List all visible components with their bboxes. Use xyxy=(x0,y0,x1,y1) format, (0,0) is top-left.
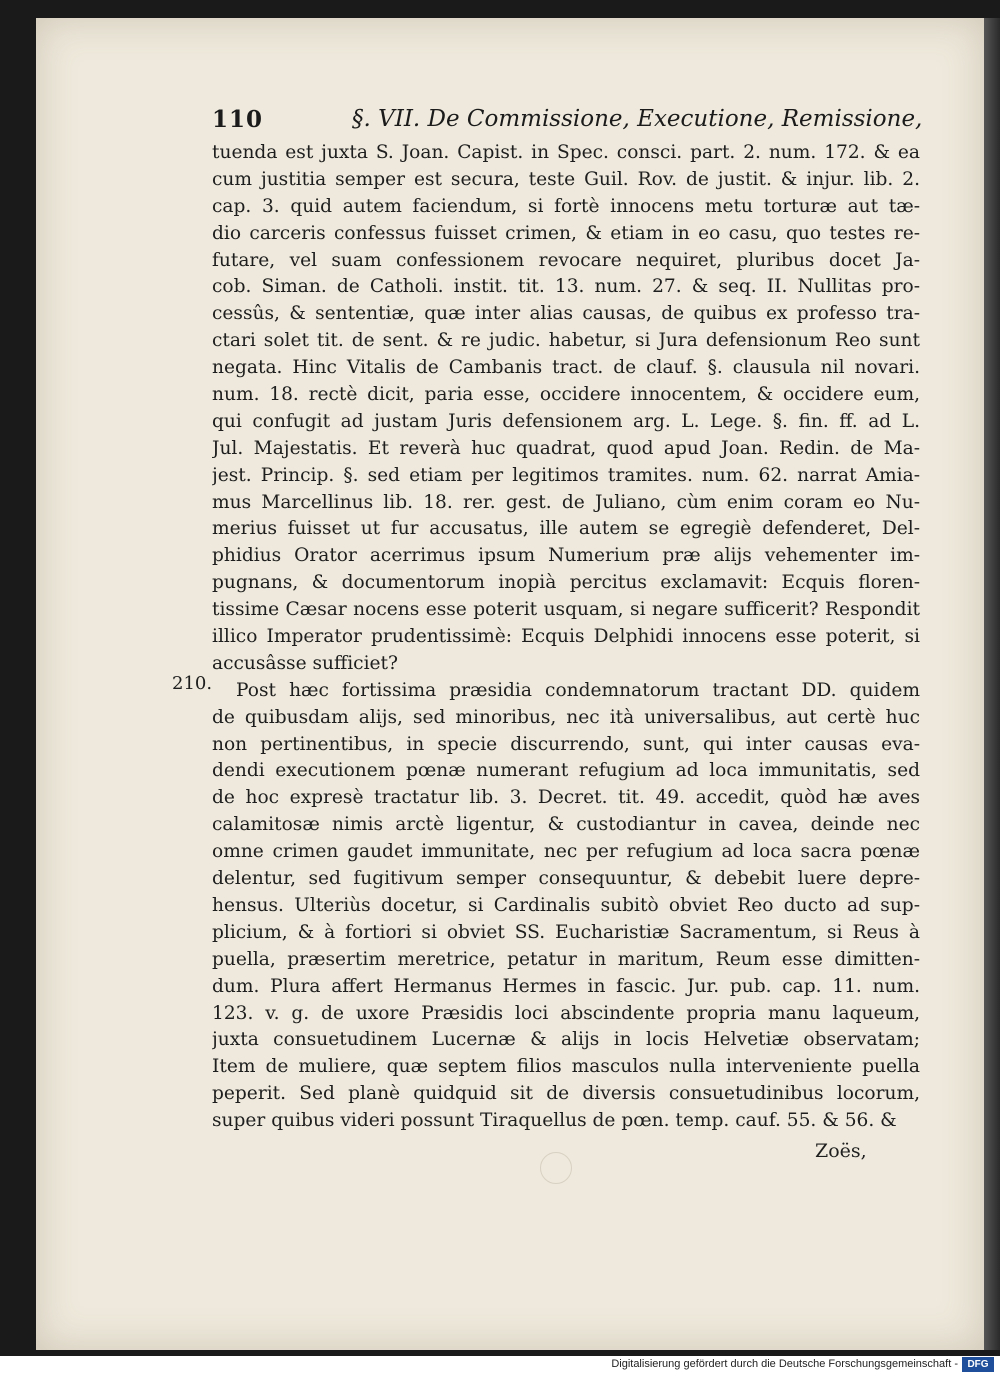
text-line: dio carceris confessus fuisset crimen, & etiam in eo casu, quo testes re- xyxy=(212,222,920,244)
text-line: jest. Princip. §. sed etiam per legitimos tramites. num. 62. narrat Amia- xyxy=(212,464,920,486)
text-line: cessûs, & sententiæ, quæ inter alias causas, de quibus ex professo tra- xyxy=(212,303,920,325)
page-edge xyxy=(984,18,1000,1350)
page-header xyxy=(212,106,923,140)
text-line: omne crimen gaudet immunitate, nec per refugium ad loca sacra pœnæ xyxy=(212,841,920,863)
text-line: non pertinentibus, in specie discurrendo, sunt, qui inter causas eva- xyxy=(212,733,920,755)
text-line: Jul. Majestatis. Et reverà huc quadrat, quod apud Joan. Redin. de Ma- xyxy=(212,437,920,459)
text-line: delentur, sed fugitivum semper consequuntur, & debebit luere depre- xyxy=(212,868,920,890)
text-line: cum justitia semper est secura, teste Guil. Rov. de justit. & injur. lib. 2. xyxy=(212,168,920,190)
dfg-logo-icon: DFG xyxy=(962,1357,994,1372)
catchword: Zoës, xyxy=(815,1140,867,1162)
text-line: ctari solet tit. de sent. & re judic. habetur, si Jura defensionum Reo sunt xyxy=(212,330,920,352)
text-line: de hoc expresè tractatur lib. 3. Decret. tit. 49. accedit, quòd hæ aves xyxy=(212,787,920,809)
text-line: super quibus videri possunt Tiraquellus de pœn. temp. cauf. 55. & 56. & xyxy=(212,1110,897,1132)
footer-credit: Digitalisierung gefördert durch die Deutsche Forschungsgemeinschaft - xyxy=(611,1358,958,1370)
text-line: negata. Hinc Vitalis de Cambanis tract. de clauf. §. clausula nil novari. xyxy=(212,357,920,379)
text-line: tissime Cæsar nocens esse poterit usquam, si negare sufficerit? Respondit xyxy=(212,599,920,621)
marginal-number: 210. xyxy=(172,673,213,694)
text-line: Item de muliere, quæ septem filios masculos nulla interveniente puella xyxy=(212,1056,920,1078)
text-line: hensus. Ulteriùs docetur, si Cardinalis subitò obviet Reo ducto ad sup- xyxy=(212,894,920,916)
text-line: accusâsse sufficiet? xyxy=(212,652,398,674)
running-title: §. VII. De Commissione, Executione, Remissione, xyxy=(352,106,923,132)
body-text xyxy=(212,140,920,1135)
text-line: phidius Orator acerrimus ipsum Numerium præ alijs vehementer im- xyxy=(212,545,920,567)
text-line: futare, vel suam confessionem revocare nequiret, pluribus docet Ja- xyxy=(212,249,920,271)
text-line: plicium, & à fortiori si obviet SS. Eucharistiæ Sacramentum, si Reus à xyxy=(212,921,920,943)
text-line: de quibusdam alijs, sed minoribus, nec ità universalibus, aut certè huc xyxy=(212,706,920,728)
text-line: merius fuisset ut fur accusatus, ille autem se egregiè defenderet, Del- xyxy=(212,518,920,540)
text-line: illico Imperator prudentissimè: Ecquis Delphidi innocens esse poterit, si xyxy=(212,626,920,648)
text-line: peperit. Sed planè quidquid sit de diversis consuetudinibus locorum, xyxy=(212,1083,920,1105)
page-number: 110 xyxy=(212,106,264,133)
library-stamp-icon xyxy=(540,1152,572,1184)
text-line: dum. Plura affert Hermanus Hermes in fascic. Jur. pub. cap. 11. num. xyxy=(212,975,920,997)
text-line: juxta consuetudinem Lucernæ & alijs in locis Helvetiæ observatam; xyxy=(212,1029,920,1051)
text-line: num. 18. rectè dicit, paria esse, occidere innocentem, & occidere eum, xyxy=(212,384,920,406)
text-line: 123. v. g. de uxore Præsidis loci abscindente propria manu laqueum, xyxy=(212,1002,920,1024)
text-line: cap. 3. quid autem faciendum, si fortè innocens metu torturæ aut tæ- xyxy=(212,195,920,217)
text-line: puella, præsertim meretrice, petatur in maritum, Reum esse dimitten- xyxy=(212,948,920,970)
text-line: qui confugit ad justam Juris defensionem arg. L. Lege. §. fin. ff. ad L. xyxy=(212,410,920,432)
text-line: dendi executionem pœnæ numerant refugium ad loca immunitatis, sed xyxy=(212,760,920,782)
text-line: pugnans, & documentorum inopià percitus exclamavit: Ecquis floren- xyxy=(212,572,920,594)
text-line: cob. Siman. de Catholi. instit. tit. 13. num. 27. & seq. II. Nullitas pro- xyxy=(212,276,920,298)
text-line: Post hæc fortissima præsidia condemnatorum tractant DD. quidem xyxy=(236,679,920,701)
text-line: calamitosæ nimis arctè ligentur, & custodiantur in cavea, deinde nec xyxy=(212,814,920,836)
text-line: tuenda est juxta S. Joan. Capist. in Spec. consci. part. 2. num. 172. & ea xyxy=(212,142,920,163)
text-line: mus Marcellinus lib. 18. rer. gest. de Juliano, cùm enim coram eo Nu- xyxy=(212,491,920,513)
